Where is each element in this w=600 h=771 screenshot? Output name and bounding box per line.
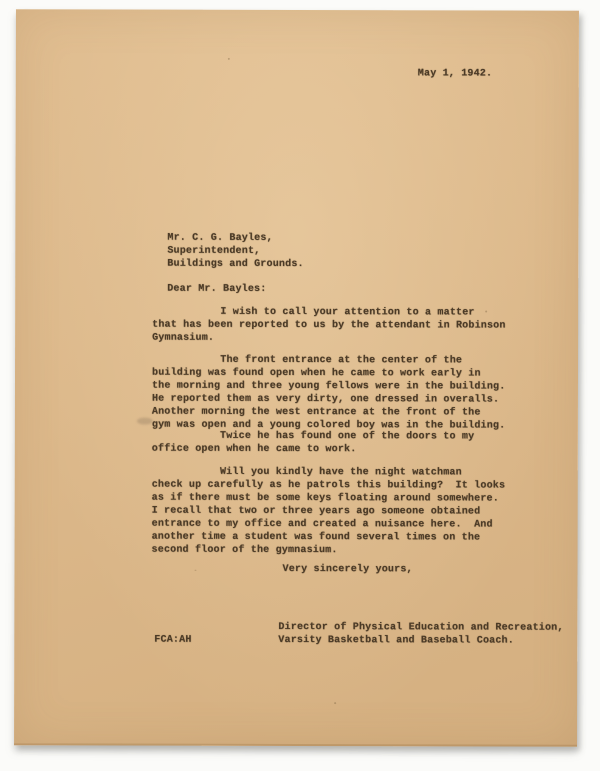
body-paragraph-4: Will you kindly have the night watchman check up carefully as he patrols this building? It looks as if there must be some keys floating around somewhere. I recall that two or three years ago someone obtained entrance to my office and created a nuisance here. And another time a student was found several times on the second floor of the gymnasium. — [151, 466, 506, 557]
typist-reference-initials: FCA:AH — [154, 634, 192, 646]
paper-speck — [334, 702, 336, 704]
closing-salutation: Very sincerely yours, — [282, 563, 413, 576]
body-paragraph-2: The front entrance at the center of the building was found open when he came to work early in the morning and three young fellows were in the building. He reported them as very dirty, one dressed in overalls. Another morning the west entrance at the front of the gym was open and a young colored boy was in the building. — [151, 354, 506, 432]
body-paragraph-3: Twice he has found one of the doors to my office open when he came to work. — [151, 430, 475, 456]
body-paragraph-1: I wish to call your attention to a matter that has been reported to us by the attendant in Robinson Gymnasium. — [152, 306, 506, 344]
letter-date: May 1, 1942. — [417, 68, 493, 80]
paper-speck — [194, 570, 196, 571]
paper-speck — [485, 310, 487, 312]
salutation: Dear Mr. Bayles: — [167, 283, 267, 295]
paper-speck — [228, 58, 230, 60]
recipient-address: Mr. C. G. Bayles, Superintendent, Buildings and Grounds. — [167, 232, 304, 271]
signature-title-block: Director of Physical Education and Recreation, Varsity Basketball and Baseball Coach. — [278, 621, 564, 647]
ink-smudge — [137, 418, 153, 425]
letter-paper — [14, 9, 579, 746]
